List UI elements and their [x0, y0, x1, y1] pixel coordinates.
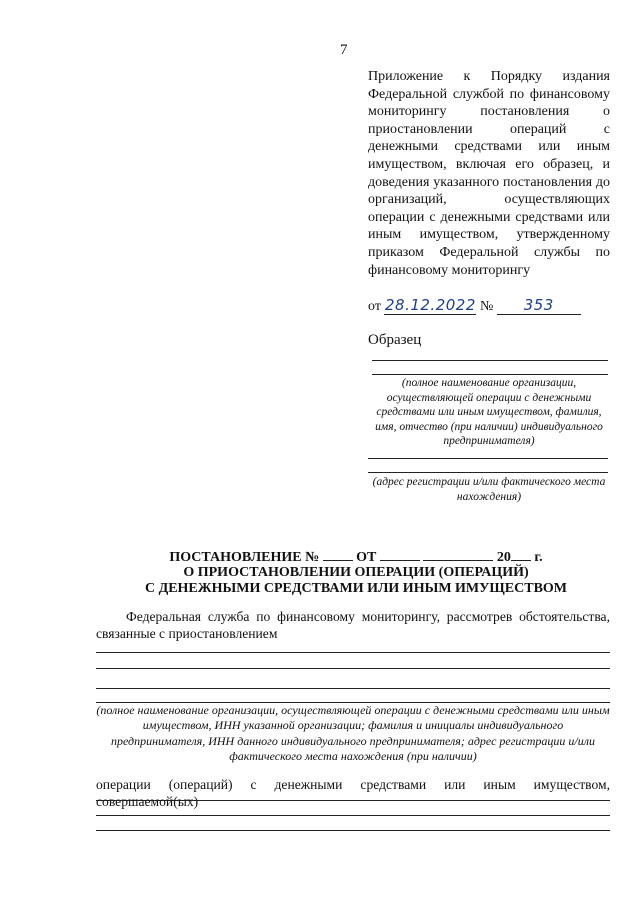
address-line-1	[368, 458, 608, 459]
order-number: 353	[497, 296, 581, 315]
resolution-title-line-2: О ПРИОСТАНОВЛЕНИИ ОПЕРАЦИИ (ОПЕРАЦИЙ)	[183, 565, 529, 580]
entity-note: (полное наименование организации, осуществляющей операции с денежными средствами или иным имуществом, ИНН указанной организации; фамилия и инициалы индивидуального предпринимателя, ИНН данного индивидуального предпринимателя; адрес регистрации и/или фактического места нахождения (при наличии)	[96, 703, 610, 764]
fill-line-3	[96, 688, 610, 689]
fill-line-1	[96, 652, 610, 653]
resolution-from-label: ОТ	[356, 550, 377, 565]
resolution-month-blank	[423, 548, 493, 561]
appendix-header: Приложение к Порядку издания Федеральной службой по финансовому мониторингу постановления о приостановлении операций с денежными средствами или иным имуществом, включая его образец, и доведения указанного постановления до организаций, осуществляющих операции с денежными средствами или иным имуществом, утвержденному приказом Федеральной службы по финансовому мониторингу	[368, 69, 610, 278]
order-reference	[368, 296, 610, 315]
resolution-year-prefix: 20	[496, 550, 511, 565]
org-name-line-1	[372, 360, 608, 361]
from-label: от	[368, 299, 381, 314]
org-name-note: (полное наименование организации, осуществляющей операции с денежными средствами или иным имуществом, фамилия, имя, отчество (при наличии) индивидуального предпринимателя)	[375, 377, 603, 448]
resolution-number-blank	[323, 548, 353, 561]
resolution-day-blank	[380, 548, 420, 561]
address-note: (адрес регистрации и/или фактического места нахождения)	[372, 476, 606, 503]
fill-line-5	[96, 800, 610, 801]
fill-line-7	[96, 830, 610, 831]
resolution-number-label: ПОСТАНОВЛЕНИЕ №	[169, 550, 320, 565]
address-line-2	[368, 472, 608, 473]
fill-line-2	[96, 668, 610, 669]
page-number: 7	[340, 42, 348, 58]
resolution-year-blank	[511, 548, 531, 561]
order-date: 28.12.2022	[384, 296, 476, 314]
number-label: №	[479, 299, 494, 314]
fill-line-6	[96, 815, 610, 816]
resolution-title-line-3: С ДЕНЕЖНЫМИ СРЕДСТВАМИ ИЛИ ИНЫМ ИМУЩЕСТВОМ	[144, 581, 568, 596]
sample-label: Образец	[368, 332, 422, 348]
body-intro: Федеральная служба по финансовому мониторингу, рассмотрев обстоятельства, связанные с приостановлением	[96, 609, 610, 641]
org-name-line-2	[372, 374, 608, 375]
operations-text: операции (операций) с денежными средствами или иным имуществом, совершаемой(ых)	[96, 777, 610, 809]
resolution-year-suffix: г.	[534, 550, 543, 565]
